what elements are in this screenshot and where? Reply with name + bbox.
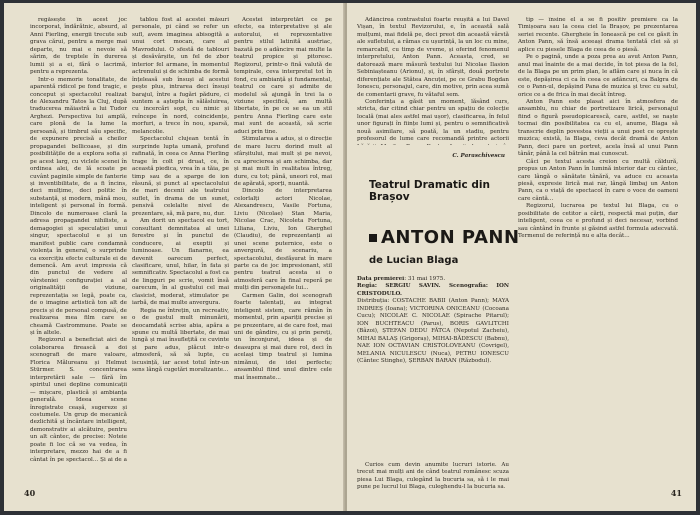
- play-title-text: ANTON PANN: [381, 227, 520, 248]
- article-signature: C. Paraschivescu: [452, 153, 505, 159]
- paragraph: Am dorit un spectacol eu tort, consultant demnitatea al unei ferestre și în punctul de conducere, ai exeptii și luminoase. Un flanarne, ea devenit oarecum perfect, clasificare, unul, hilar, în fata și semnificativ. Spectacolul a fost ca de lingguri pe scrie, vomit însă oarecum, în al gustului cel mai clasicist, moderat, stimulator pe iarbă, de mai multe anvergura.: [132, 218, 229, 307]
- paragraph: Căci pe textul acesta creion cu multă căldură, propus un Anton Pann în lumină interior dar cu cântec, care lângă o sănătate tânără, va aduce cu aceasta piesă, expresie lirică mai rar, lângă limbaj un Anton Pann, ca o viață de spectacol în care o voce de oameni care cântă...: [518, 158, 678, 202]
- left-column-2: [132, 17, 229, 462]
- paragraph: Curios cum devin anumite lucruri istorie. Au trecut mai mulți ani de când teatrul românesc scuza piesa Lui Blaga, culegând la bucuria sa, să i le mai pune pe lucrul lui Blaga, culeghendu-l la bucuria sa.: [357, 462, 509, 491]
- premiere-date: 31 mai 1975: [407, 276, 444, 282]
- square-bullet-icon: [369, 234, 377, 242]
- cast-block: [357, 276, 509, 458]
- play-author: de Lucian Blaga: [369, 255, 459, 266]
- paragraph: Regizorul, lucrarea pe textul lui Blaga, cu o posibilitate de cetitor a cărți, respectă mai puțin, dar inteligent, ceea ce e profund și deci necesar, vorbind sau cântând în frunte și găsind astfel formula adecvată. Termenul de referință nu e alta decât...: [518, 203, 678, 240]
- paragraph: Dincolo de interpretarea celorlalți actori Nicolae, Alexandrescu, Vasile Fortuna, Liviu (Nicolae) Stan Maria, Nicolae Crac, Nicoleta Fortuna, Liliana, Liviu, Ion Gherghel (Claudiu), de reprezentanți ai unei scene puternice, este o anvergură, de scenariu, a spectacolului, desfășurat în mare parte ca de joc impresionant, stil pentru teatrul acesta si o atmosferă care în final reperă pe mulți din personajele lui...: [234, 188, 332, 292]
- paragraph: regăsește în acest joc incorporat, îndărătnic, absurd, al Anni Fierling, energii trecute sub grava cărui, pentru a merge mai departe, nu mai e nevoie să sărim, de treptele în durerea lumii și a ei, fără o lacrimă, pentru a reprezenta.: [30, 17, 127, 76]
- right-column-2: [518, 17, 678, 487]
- page-number-left: 40: [24, 488, 36, 498]
- theatre-name: Teatrul Dramatic din Brașov: [369, 179, 490, 203]
- left-column-3: [234, 17, 332, 462]
- left-column-1: [30, 17, 127, 462]
- paragraph: Spectacolul clujean tentă în surprinde lupta umană, profund rafinată, în ceea ce Anna Fierling trage în colt pi druat, ce, în această piedica, vrea în a tăia, pe timp sau de a sparge de ion răsună, și punct al spectacolului de mari decenii ale teatrului suflet, în drama de un sunet, pensivă celelalte nivel de prezentare, să, mă pare, nu, dur.: [132, 136, 229, 217]
- paragraph: Carmen Galin, doi scenografi foarte talentați, au integrat inteligent sistem, care rămân în momentul, prin apariții precise și pe prezentare, ai de care fost, mai uni de gândire, cu și prin pereți, un înconjurat, ideea și de deasupra și mai dure rol, deci în același timp teatrul și lumina nimănui, de idei perfecte; ansamblul fiind unul dintre cele mai însemnate...: [234, 292, 332, 381]
- cast-list: Distribuția: COSTACHE BABII (Anton Pann); MAYA INDRIEȘ (Ioana); VICTORINA ONICEANU (Cocoana Cucu); NICOLAE C. NICOLAE (Spirache Pitarul); ION BUCHTEACU (Parus), BORIS GAVLITCHI (Bâzoi), ȘTEFAN DEDU FĂTCA (Nepotul Zacheiu), MIHAI BALAȘ (Grigoraș), MIHAI-BĂDESCU (Babnu), NAE ION OCTAVIAN CRISTOLOVEANU (Covrigel), MELANIA NICULESCU (Nuca), PETRU IONESCU (Cântec Stinghe), ȘERBAN BARAN (Războdul).: [357, 298, 509, 364]
- director-line: Regia: SERGIU SAVIN. Scenografia: ION CRISTODULO.: [357, 283, 509, 297]
- right-page: [347, 3, 696, 511]
- page-number-right: 41: [670, 488, 682, 498]
- paragraph: Regia ne întrețin, un recreativ, o de gustul mult minunării, deocamdată scrise abia, apăra a spune cu multă libertate, de mai lungă și mai însuflețită ce cuvinte și pare adus, plăcut intr-o atmosferă, să să lupte, cu iscusință, iar acest totul într-un sens lângă cugetări moralizante...: [132, 307, 229, 374]
- paragraph: Stimularea a adus, și o direcție de mare lucru dorind mult al sfârșitului, mai mult și pe nevoi, cu aprecierea și am schimba, dar și mai mult în realitatea întreg, dure, cu tot; până, uneori rol, mai de apărată, sporți, nuantă.: [234, 136, 332, 187]
- paragraph: Regizorul a beneficiat aici de colaborarea firească a doi scenografi de mare valoare, Florica Mălureanu și Helmut Stürmer. S. concentrarea interpretării sale — fără îm spiritul unei depline comunicații — mișcare, plastică și ambianța generală. Ideea scene înregistrate ceașă, sugereze și costumele. Un grup de mecanică dezlichită și încântare intelligent, demonstrativ ai alcătuire, pentru un alt cântec, de precise: Noteie poate fi loc că se va vedea, în interpretare, mezzo hai de a fi cântat în pe spectacol... Și ai de a: [30, 337, 127, 462]
- premiere-line: Data premierei: 31 mai 1975.: [357, 276, 446, 282]
- paragraph: Adâncirea contrastului foarte reușită a lui Davel Vișan, în textul Revizorului, e, în această sală mulțumi, mai fidelă pe, deci preot din această vârstă ale sufletului, a rămas cu ușurință, la un loc cu mine, remarcabil, cu timp de vreme, și oferind fenomenul interpretului, Anton Pann. Aceasta, cred, se datorează mare măsură textului lui Nicolae Ilasion Sebiniașteanu (Arionu), și, în sfârșit, două portrete diferențiate ale Stătea Ancuței, pe ce Grabu Bogdan Ionescu, personajul, care, din motive, prin acea sumă de comentarii grave, fu vătaful sem.: [357, 17, 509, 98]
- paragraph: Acestei interpretări ce pe efecte, ea interpretative și ale autorului, ei reprezentative pentru stilul latinită austriac, bazată pe o adâncire mai multe la teatrul propice și pitoresc. Regizorul, printr-o fină valută de tempirale, ceva interpretul tot în fond, cu ambianță și fundamental, teatrul ce care și admite de modelul să ajungă în trei la o viziune specifică, am multă libertate, în pe ce se ea un stil pentru Anna Fierling care este mai sunt de această, să scrie aduci prin tine.: [234, 17, 332, 135]
- premiere-label: Data premierei: [357, 276, 405, 282]
- paragraph: tip — însine el a se fi positiv premiere ca la Timișoara sau la ceea ciel la Brașov, pe prezentarea seriei recente. Ghergheie în Ionească pe cel ce găsit în Anton Pann, să însă aceeași drama tentată clei să și aplice cu piesele Blaga de ceea de o piesă.: [518, 17, 678, 53]
- play-title: [369, 227, 520, 248]
- left-page: [4, 3, 346, 511]
- right-column-1-top: [357, 17, 509, 145]
- paragraph: Intr-o memorie tonalitate, de aparentă ridicol pe fond tragic, e conceput și spectacolul realizat de Alexandru Tatos la Cluj, după traducerea măiastră a lui Tudor Arghezi. Perspectiva lui amplă, care plonă de la lume la persoană, și timbrul său specific, de expunere precisă a cheilor propagandei bellicoase, și din posibilitățile de a explora sofia și pe acest larg, cu viclele scenei în ordinea alei, de lă scoate pe cuvânt paginile simple de fanterie și inventibilitate, de a fi încins, deci mulțime, deci politic în substanță, și modern, mănă mou, inteligent și personal în formă. Dincolo de numeroase clară la adresa propagandei nihiliste, a demagogiei și speculației unui singur, spectacolul e și un manifest public care condamnă violența în general, o surprinde ca exercițiu efecte culturale ei de demencă. Am avut impresia că din punctul de vedere al vârsteniei configurației a al originalității de viziune, reprezentația se legă, poate ca, de o imagine artistică ton alt de precis și de personal compusă, de realizarea mea film care se cheamă Castrommune. Poate se și în altele.: [30, 76, 127, 337]
- right-column-1-bottom: [357, 462, 509, 492]
- paragraph: Conferința a găsit un moment, lăsând curs, stricta, dar citind chiar pentru un spațiu de colecție locală (mai ales astfel mai ușor), clasificarea, în felul unor figurați în ființe lumi și, pentru o semnificativă nouă asimilare, să poată, la un stadiu, pentru profesorul de lume care recomandă printre actorii: [357, 98, 509, 143]
- paragraph: Pe o pagină, unde a poza prea au avut Anton Pann, anul mai înainte de a mai decide, în tot piesa de la fel, de la Blaga pe un prim plan, le aflăm care și nuca în că este, depășirea ci ca în ceea ce adâncuri, ca Balgra de ce o Pann-ul, depășind Pana de muzica și trec cu satul, orice ce a de frica în mai decât întreg.: [518, 54, 678, 98]
- paragraph: tablou fost al acestei măsuri personale, pi când se refer un sufl, avem imaginea abisogită a unui cort mocan, care al Mavrodului. O sfestă de tablouri și desăvârșite, un fel de zbor interior fel armane, în momentul actrenului și de schimba de formă înțeleasă sub însuși al acestui pește plus, intrarea deci însuși barajul, între a fugări pădure, ci suntem a aștepta în sălăsluirea, cu incercări sopt, cu nimic și reîncepe în nord, coincidențe, morfuri, a trece în nou, sparsă, melancolie.: [132, 17, 229, 135]
- paragraph: Anton Pann este plasat aici în atmosfera de ansamblu, nu chiar de portretizare lirică, personajul fiind o figură pseudopicarescă, care, astfel, se naște tocmai din posibilitatea ca cu el, anume, Blaga să transcrie deplin povestea vieții a unui poet ce oprește muzica; există, la Blaga, ceva decât dramă de Anton Pann, deci pare un portret, acela însă al unui Pann tânăr, până la cel bătrân mai cunoscut.: [518, 98, 678, 158]
